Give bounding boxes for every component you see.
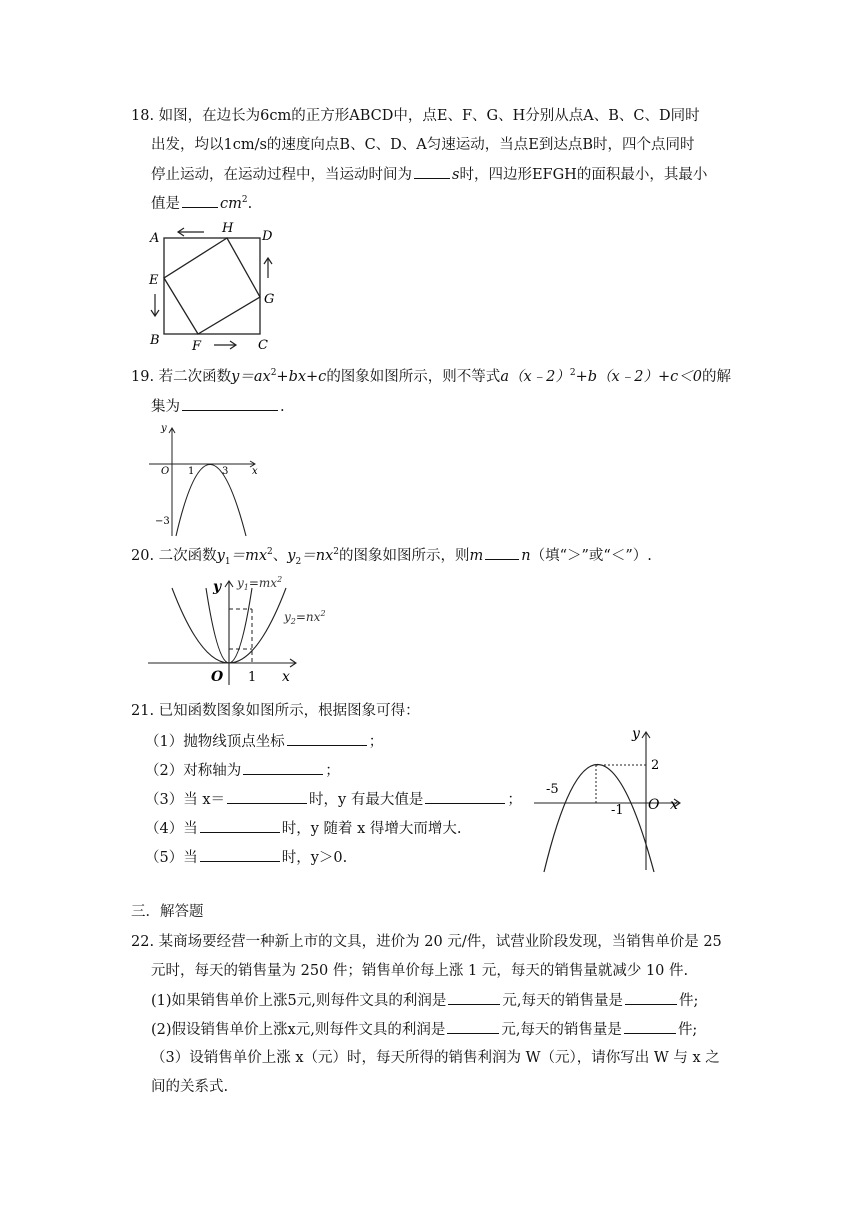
label-D: D [262, 229, 273, 244]
q20-blank-compare[interactable] [485, 545, 519, 560]
q18-blank-area[interactable] [182, 193, 218, 208]
q21-blank-ymax[interactable] [425, 789, 505, 804]
q22-blank-sales-1[interactable] [625, 990, 677, 1005]
label-B: B [150, 333, 160, 348]
q21-item-3: （3）当 x＝ 时，y 有最大值是 ； [145, 789, 522, 810]
label-origin: O [161, 466, 170, 477]
q21-line-intro: 21. 已知函数图象如图所示，根据图象可得： [131, 703, 420, 719]
q22-line-1: 22. 某商场要经营一种新上市的文具，进价为 20 元/件，试营业阶段发现，当销售单价是 25 [131, 934, 722, 950]
q18-line-3: 停止运动，在运动过程中，当运动时间为 s时，四边形EFGH的面积最小，其最小 [151, 164, 707, 185]
q22-part-3-line-1: （3）设销售单价上涨 x（元）时，每天所得的销售利润为 W（元），请你写出 W 与 x 之 [151, 1050, 720, 1066]
label-y1-eq: $y_1=mx^2$ [237, 575, 283, 592]
parabola-curve [544, 765, 654, 873]
q19-line-1: 19. 若二次函数$y=ax^2+bx+c$的图象如图所示，则不等式a（x﹣2）$^2$+b（x﹣2）+c＜0的解 [131, 368, 731, 385]
label-minus5: -5 [546, 782, 559, 797]
q21-blank-axis[interactable] [243, 760, 323, 775]
quad-efgh [164, 238, 260, 334]
q21-blank-vertex[interactable] [287, 731, 367, 746]
label-y2-eq: $y_2=nx^2$ [284, 609, 326, 626]
label-x: x [252, 466, 258, 477]
label-x: x [670, 797, 678, 813]
label-origin: O [648, 797, 660, 813]
q18-line-2: 出发，均以1cm/s的速度向点B、C、D、A匀速运动，当点E到达点B时，四个点同时 [151, 137, 695, 153]
q20-line-1: 20. 二次函数$y_1=mx^2$、$y_2=nx^2$的图象如图所示，则m n（填“＞”或“＜”）. [131, 545, 652, 566]
q19-parabola-figure [145, 418, 270, 538]
q18-line-4: 值是 $cm^2$. [151, 193, 252, 214]
q22-blank-profit-2[interactable] [447, 1019, 499, 1034]
q22-blank-sales-2[interactable] [624, 1019, 676, 1034]
q22-part-2: (2)假设销售单价上涨x元,则每件文具的利润是 元,每天的销售量是 件; [151, 1019, 697, 1040]
q21-blank-xmax[interactable] [227, 789, 307, 804]
label-A: A [150, 231, 160, 246]
q18-square-figure [140, 218, 290, 353]
label-minus3: −3 [155, 516, 170, 527]
q18-blank-time[interactable] [414, 164, 450, 179]
label-three: 3 [222, 466, 229, 477]
label-one: 1 [248, 670, 257, 685]
q21-item-4: （4）当 时，y 随着 x 得增大而增大. [145, 818, 462, 839]
square-abcd [164, 238, 260, 334]
label-y: y [161, 423, 167, 434]
label-H: H [222, 221, 234, 236]
q19-line-2: 集为 . [151, 396, 285, 417]
q21-blank-positive[interactable] [200, 847, 280, 862]
label-one: 1 [188, 466, 195, 477]
q21-blank-increase[interactable] [200, 818, 280, 833]
q22-part-3-line-2: 间的关系式. [151, 1079, 229, 1095]
label-origin: O [211, 669, 224, 685]
label-C: C [258, 338, 268, 353]
label-y: y [632, 726, 640, 742]
label-y: y [213, 579, 222, 595]
q21-item-2: （2）对称轴为 ； [145, 760, 340, 781]
q21-number: 21. [131, 703, 155, 719]
label-x: x [282, 669, 290, 685]
q21-parabola-figure [530, 722, 690, 874]
q22-part-1: (1)如果销售单价上涨5元,则每件文具的利润是 元,每天的销售量是 件; [151, 990, 698, 1011]
label-minus1: -1 [611, 803, 624, 818]
q18-line-1: 18. 如图，在边长为6cm的正方形ABCD中，点E、F、G、H分别从点A、B、C、D同时 [131, 108, 700, 124]
parabola-curve [176, 465, 246, 537]
q19-blank-solution[interactable] [182, 396, 278, 411]
q22-number: 22. [131, 934, 155, 950]
q20-parabolas-figure [148, 575, 338, 687]
q21-item-5: （5）当 时，y＞0. [145, 847, 347, 868]
q18-number: 18. [131, 108, 155, 124]
label-two: 2 [651, 758, 660, 773]
label-F: F [192, 339, 202, 354]
q19-number: 19. [131, 369, 155, 385]
q20-number: 20. [131, 548, 155, 564]
q22-blank-profit-1[interactable] [448, 990, 500, 1005]
q22-line-2: 元时，每天的销售量为 250 件；销售单价每上涨 1 元，每天的销售量就减少 10 件. [151, 963, 689, 979]
label-E: E [149, 273, 159, 288]
q21-item-1: （1）抛物线顶点坐标 ； [145, 731, 383, 752]
section-title-3: 三．解答题 [131, 904, 204, 920]
label-G: G [264, 292, 275, 307]
